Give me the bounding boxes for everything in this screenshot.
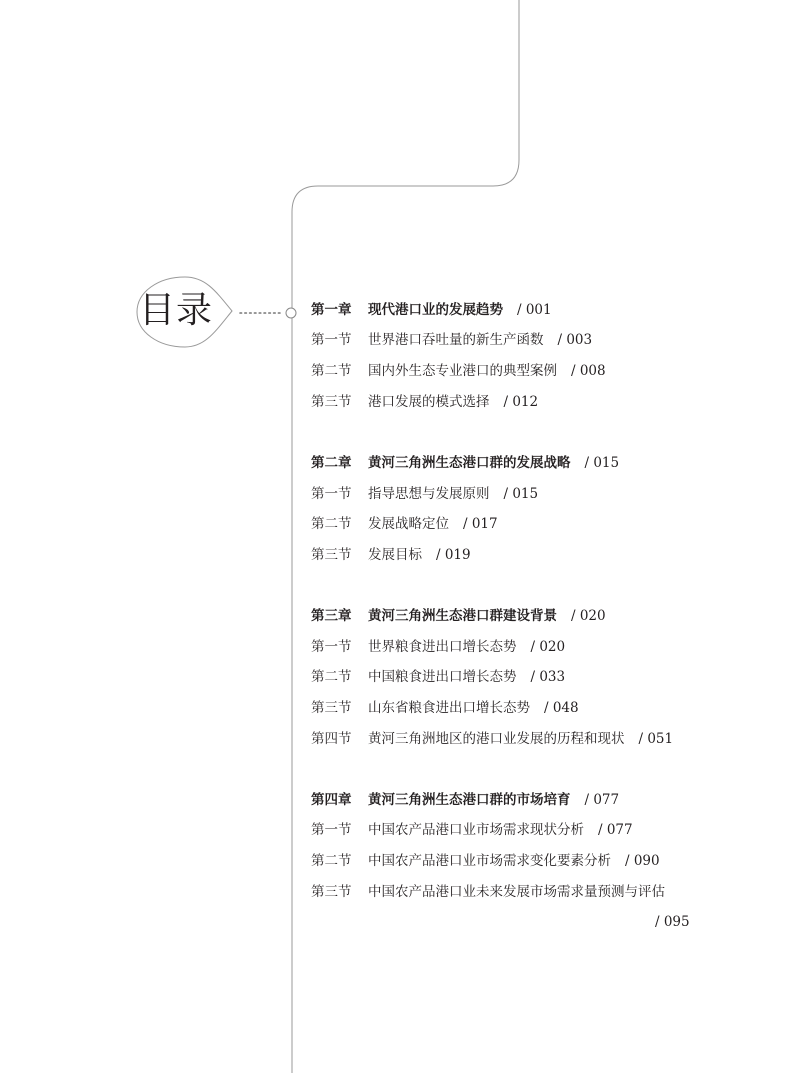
entry-label: 第二节 bbox=[311, 516, 352, 532]
entry-label: 第四节 bbox=[311, 731, 352, 747]
entry-title: 中国农产品港口业市场需求变化要素分析 bbox=[368, 853, 611, 869]
entry-page: 001 bbox=[525, 302, 552, 318]
toc-section-4-2[interactable]: 第二节 中国农产品港口业市场需求变化要素分析 / 090 bbox=[311, 853, 660, 869]
entry-title: 国内外生态专业港口的典型案例 bbox=[368, 363, 557, 379]
entry-label: 第三章 bbox=[311, 608, 352, 624]
toc-section-3-3[interactable]: 第三节 山东省粮食进出口增长态势 / 048 bbox=[311, 700, 579, 716]
entry-title: 世界粮食进出口增长态势 bbox=[368, 639, 517, 655]
toc-section-3-2[interactable]: 第二节 中国粮食进出口增长态势 / 033 bbox=[311, 669, 566, 685]
entry-title: 港口发展的模式选择 bbox=[368, 394, 490, 410]
entry-page: 090 bbox=[633, 853, 660, 869]
entry-title: 黄河三角洲生态港口群建设背景 bbox=[368, 608, 557, 624]
entry-title: 现代港口业的发展趋势 bbox=[368, 302, 503, 318]
entry-label: 第三节 bbox=[311, 394, 352, 410]
toc-section-3-4[interactable]: 第四节 黄河三角洲地区的港口业发展的历程和现状 / 051 bbox=[311, 731, 674, 747]
toc-section-4-3[interactable] bbox=[311, 882, 665, 902]
toc-section-1-1[interactable]: 第一节 世界港口吞吐量的新生产函数 / 003 bbox=[311, 332, 593, 348]
entry-page: 020 bbox=[539, 639, 566, 655]
entry-title: 黄河三角洲生态港口群的市场培育 bbox=[368, 792, 571, 808]
entry-label: 第一节 bbox=[311, 822, 352, 838]
entry-label: 第一节 bbox=[311, 486, 352, 502]
entry-label: 第三节 bbox=[311, 547, 352, 563]
entry-page: 077 bbox=[593, 792, 620, 808]
entry-title: 黄河三角洲地区的港口业发展的历程和现状 bbox=[368, 731, 625, 747]
toc-section-2-3[interactable]: 第三节 发展目标 / 019 bbox=[311, 547, 471, 563]
entry-page: 015 bbox=[593, 455, 620, 471]
toc-section-1-2[interactable]: 第二节 国内外生态专业港口的典型案例 / 008 bbox=[311, 363, 606, 379]
entry-page: 015 bbox=[512, 486, 539, 502]
toc-chapter-1[interactable]: 第一章 现代港口业的发展趋势 / 001 bbox=[311, 302, 552, 318]
entry-label: 第四章 bbox=[311, 792, 352, 808]
frame-line bbox=[292, 0, 519, 1073]
entry-page: 048 bbox=[552, 700, 579, 716]
entry-label: 第三节 bbox=[311, 700, 352, 716]
entry-label: 第一章 bbox=[311, 302, 352, 318]
entry-page: 033 bbox=[539, 669, 566, 685]
toc-section-4-3-page: / 095 bbox=[655, 914, 690, 930]
entry-page: 019 bbox=[444, 547, 471, 563]
toc-section-3-1[interactable]: 第一节 世界粮食进出口增长态势 / 020 bbox=[311, 639, 566, 655]
node-circle bbox=[286, 308, 296, 318]
entry-title: 黄河三角洲生态港口群的发展战略 bbox=[368, 455, 571, 471]
entry-title: 世界港口吞吐量的新生产函数 bbox=[368, 332, 544, 348]
entry-label: 第一节 bbox=[311, 639, 352, 655]
entry-title: 中国农产品港口业市场需求现状分析 bbox=[368, 822, 584, 838]
toc-heading: 目录 bbox=[138, 290, 213, 331]
toc-chapter-2[interactable]: 第二章 黄河三角洲生态港口群的发展战略 / 015 bbox=[311, 455, 620, 471]
entry-page: 012 bbox=[512, 394, 539, 410]
entry-page: 008 bbox=[579, 363, 606, 379]
toc-section-1-3[interactable]: 第三节 港口发展的模式选择 / 012 bbox=[311, 394, 539, 410]
entry-page: 003 bbox=[566, 332, 593, 348]
toc-chapter-3[interactable]: 第三章 黄河三角洲生态港口群建设背景 / 020 bbox=[311, 608, 606, 624]
entry-label: 第二节 bbox=[311, 363, 352, 379]
toc-chapter-4[interactable]: 第四章 黄河三角洲生态港口群的市场培育 / 077 bbox=[311, 792, 620, 808]
entry-title: 发展目标 bbox=[368, 547, 422, 563]
entry-title: 发展战略定位 bbox=[368, 516, 449, 532]
toc-section-2-1[interactable]: 第一节 指导思想与发展原则 / 015 bbox=[311, 486, 539, 502]
entry-page: 077 bbox=[606, 822, 633, 838]
entry-title: 山东省粮食进出口增长态势 bbox=[368, 700, 530, 716]
entry-label: 第一节 bbox=[311, 332, 352, 348]
toc-section-4-1[interactable]: 第一节 中国农产品港口业市场需求现状分析 / 077 bbox=[311, 822, 633, 838]
entry-label: 第二节 bbox=[311, 669, 352, 685]
entry-label: 第二章 bbox=[311, 455, 352, 471]
entry-page: 051 bbox=[647, 731, 674, 747]
entry-title: 中国农产品港口业未来发展市场需求量预测与评估 bbox=[368, 884, 665, 900]
entry-page: 020 bbox=[579, 608, 606, 624]
entry-label: 第二节 bbox=[311, 853, 352, 869]
entry-label: 第三节 bbox=[311, 884, 352, 900]
entry-title: 指导思想与发展原则 bbox=[368, 486, 490, 502]
toc-section-2-2[interactable]: 第二节 发展战略定位 / 017 bbox=[311, 516, 498, 532]
entry-page: 017 bbox=[471, 516, 498, 532]
entry-title: 中国粮食进出口增长态势 bbox=[368, 669, 517, 685]
